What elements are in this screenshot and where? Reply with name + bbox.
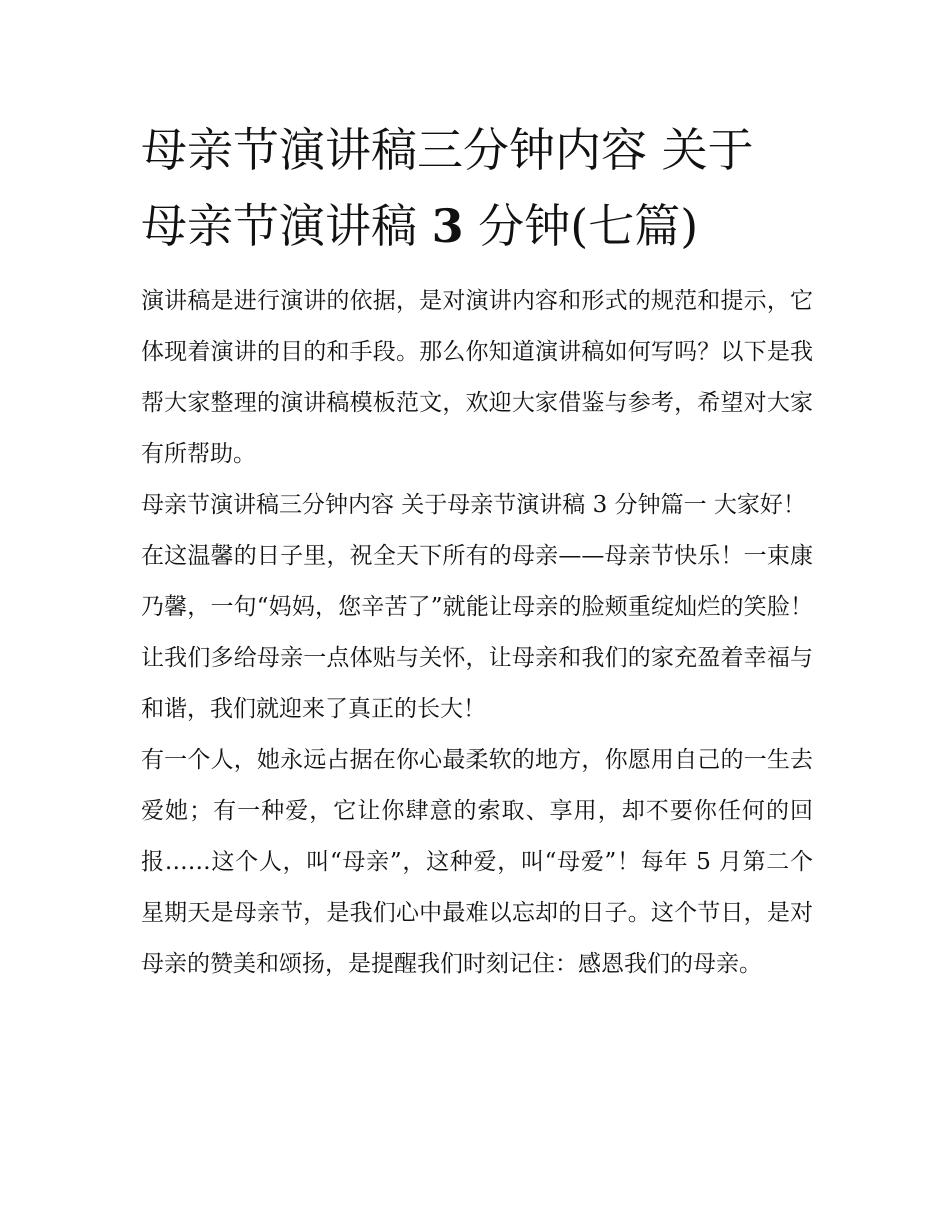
section-heading-paragraph: 母亲节演讲稿三分钟内容 关于母亲节演讲稿 3 分钟篇一 大家好！ [141,492,806,518]
document-title [141,112,813,264]
body-paragraph: 有一个人，她永远占据在你心最柔软的地方，你愿用自己的一生去爱她；有一种爱，它让你肆意的索取、享用，却不要你任何的回报……这个人，叫“母亲”，这种爱，叫“母爱”！每年 5 月第二个星期天是母亲节，是我们心中最难以忘却的日子。这个节日，是对母亲的赞美和颂扬，是提醒我们时刻记住：感恩我们的母亲。 [141,747,813,977]
title-line-2-number: 3 [431,199,464,253]
document-content [141,112,813,990]
title-line-2-suffix: 分钟(七篇) [463,199,699,253]
title-line-2-prefix: 母亲节演讲稿 [141,199,432,253]
title-line-1: 母亲节演讲稿三分钟内容 关于 [141,123,754,177]
intro-paragraph: 演讲稿是进行演讲的依据，是对演讲内容和形式的规范和提示，它体现着演讲的目的和手段。那么你知道演讲稿如何写吗？以下是我帮大家整理的演讲稿模板范文，欢迎大家借鉴与参考，希望对大家有所帮助。 [141,288,813,467]
document-body [141,276,813,990]
body-paragraph: 在这温馨的日子里，祝全天下所有的母亲——母亲节快乐！一束康乃馨，一句“妈妈，您辛苦了”就能让母亲的脸颊重绽灿烂的笑脸！让我们多给母亲一点体贴与关怀，让母亲和我们的家充盈着幸福与和谐，我们就迎来了真正的长大！ [141,543,813,722]
